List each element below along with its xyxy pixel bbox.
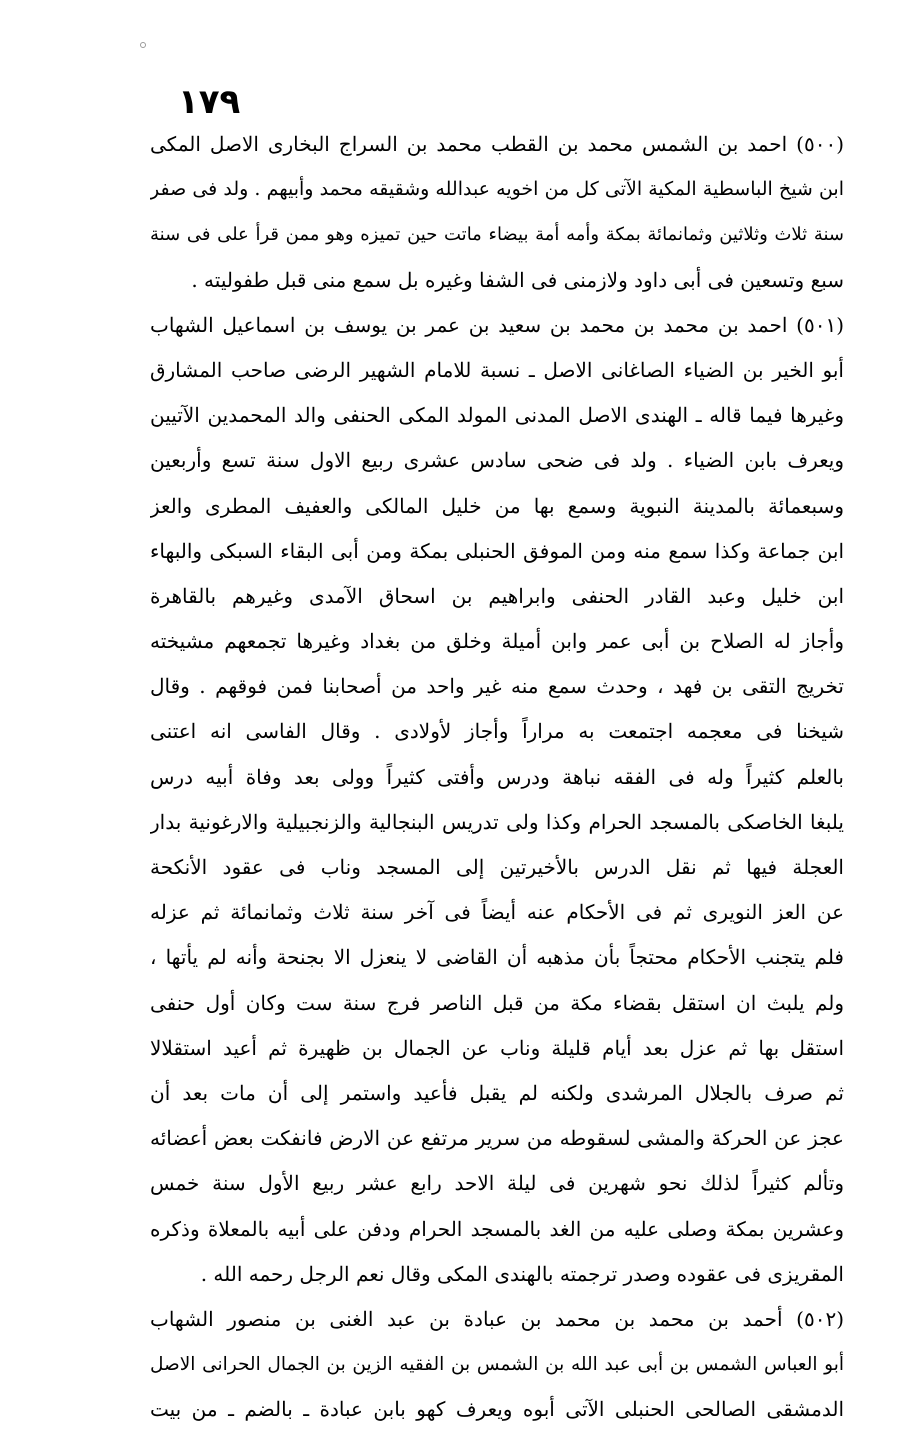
text-line: أبو الخير بن الضياء الصاغانى الاصل ـ نسبة للامام الشهير الرضى صاحب المشارق	[150, 357, 844, 382]
text-line: أبو العباس الشمس بن أبى عبد الله بن الشمس بن الفقيه الزين بن الجمال الحرانى الاصل	[150, 1354, 844, 1376]
text-line: استقل بها ثم عزل بعد أيام قليلة وناب عن الجمال بن ظهيرة ثم أعيد استقلالا	[150, 1035, 844, 1060]
text-line: وعشرين بمكة وصلى عليه من الغد بالمسجد الحرام ودفن على أبيه بالمعلاة وذكره	[150, 1216, 844, 1241]
text-line: وأجاز له الصلاح بن أبى عمر وابن أميلة وخلق من بغداد وغيرها تجمعهم مشيخته	[150, 629, 844, 654]
page-number: ١٧٩	[178, 82, 241, 122]
text-line: فلم يتجنب الأحكام محتجاً بأن مذهبه أن القاضى لا ينعزل الا بجنحة وأنه لم يأتها ،	[150, 945, 844, 970]
text-line: تخريج التقى بن فهد ، وحدث سمع منه غير واحد من أصحابنا فمن فوقهم . وقال	[150, 674, 844, 699]
text-line: وغيرها فيما قاله ـ الهندى الاصل المدنى المولد المكى الحنفى والد المحمدين الآتيين	[150, 403, 844, 428]
text-line: وسبعمائة بالمدينة النبوية وسمع بها من خليل المالكى والعفيف المطرى والعز	[150, 493, 844, 518]
text-line: سبع وتسعين فى أبى داود ولازمنى فى الشفا وغيره بل سمع منى قبل طفوليته .	[191, 267, 844, 292]
text-line: (٥٠١) احمد بن محمد بن محمد بن سعيد بن عمر بن يوسف بن اسماعيل الشهاب	[150, 312, 844, 337]
text-line: العجلة فيها ثم نقل الدرس بالأخيرتين إلى المسجد وناب فى عقود الأنكحة	[150, 855, 844, 879]
text-line: وتألم كثيراً لذلك نحو شهرين فى ليلة الاحد رابع عشر ربيع الأول سنة خمس	[150, 1171, 844, 1196]
text-line: ابن شيخ الباسطية المكية الآتى كل من اخويه عبدالله وشقيقه محمد وأبيهم . ولد فى صفر	[150, 178, 844, 201]
text-line: ابن جماعة وكذا سمع منه ومن الموفق الحنبلى بمكة ومن أبى البقاء السبكى والبهاء	[150, 538, 844, 563]
text-line: عجز عن الحركة والمشى لسقوطه من سرير مرتفع عن الارض فانفكت بعض أعضائه	[150, 1126, 844, 1151]
text-line: (٥٠٠) احمد بن الشمس محمد بن القطب محمد بن السراج البخارى الاصل المكى	[150, 132, 844, 156]
text-line: بالعلم كثيراً وله فى الفقه نباهة ودرس وأفتى كثيراً وولى بعد وفاة أبيه درس	[150, 764, 844, 789]
text-line: ثم صرف بالجلال المرشدى ولكنه لم يقبل فأعيد واستمر إلى أن مات بعد أن	[150, 1080, 844, 1105]
text-line: شيخنا فى معجمه اجتمعت به مراراً وأجاز لأولادى . وقال الفاسى انه اعتنى	[150, 719, 844, 744]
text-line: ولم يلبث ان استقل بقضاء مكة من قبل الناصر فرج سنة ست وكان أول حنفى	[150, 990, 844, 1015]
text-line: يلبغا الخاصكى بالمسجد الحرام وكذا ولى تدريس البنجالية والزنجبيلية والارغونية بدار	[150, 809, 844, 834]
text-line: ابن خليل وعبد القادر الحنفى وابراهيم بن اسحاق الآمدى وغيرهم بالقاهرة	[150, 583, 844, 608]
text-line: (٥٠٢) أحمد بن محمد بن محمد بن عبادة بن عبد الغنى بن منصور الشهاب	[150, 1306, 844, 1331]
body-text	[150, 122, 844, 1432]
text-line: ويعرف بابن الضياء . ولد فى ضحى سادس عشرى ربيع الاول سنة تسع وأربعين	[150, 448, 844, 473]
text-line: الدمشقى الصالحى الحنبلى الآتى أبوه ويعرف كهو بابن عبادة ـ بالضم ـ من بيت	[150, 1397, 844, 1422]
text-line: المقريزى فى عقوده وصدر ترجمته بالهندى المكى وقال نعم الرجل رحمه الله .	[200, 1261, 844, 1286]
paper-speck	[140, 42, 146, 48]
text-line: سنة ثلاث وثلاثين وثمانمائة بمكة وأمه أمة بيضاء ماتت حين تميزه وهو ممن قرأ على فى سنة	[150, 224, 844, 246]
text-line: عن العز النويرى ثم فى الأحكام عنه أيضاً فى آخر سنة ثلاث وثمانمائة ثم عزله	[150, 900, 844, 925]
